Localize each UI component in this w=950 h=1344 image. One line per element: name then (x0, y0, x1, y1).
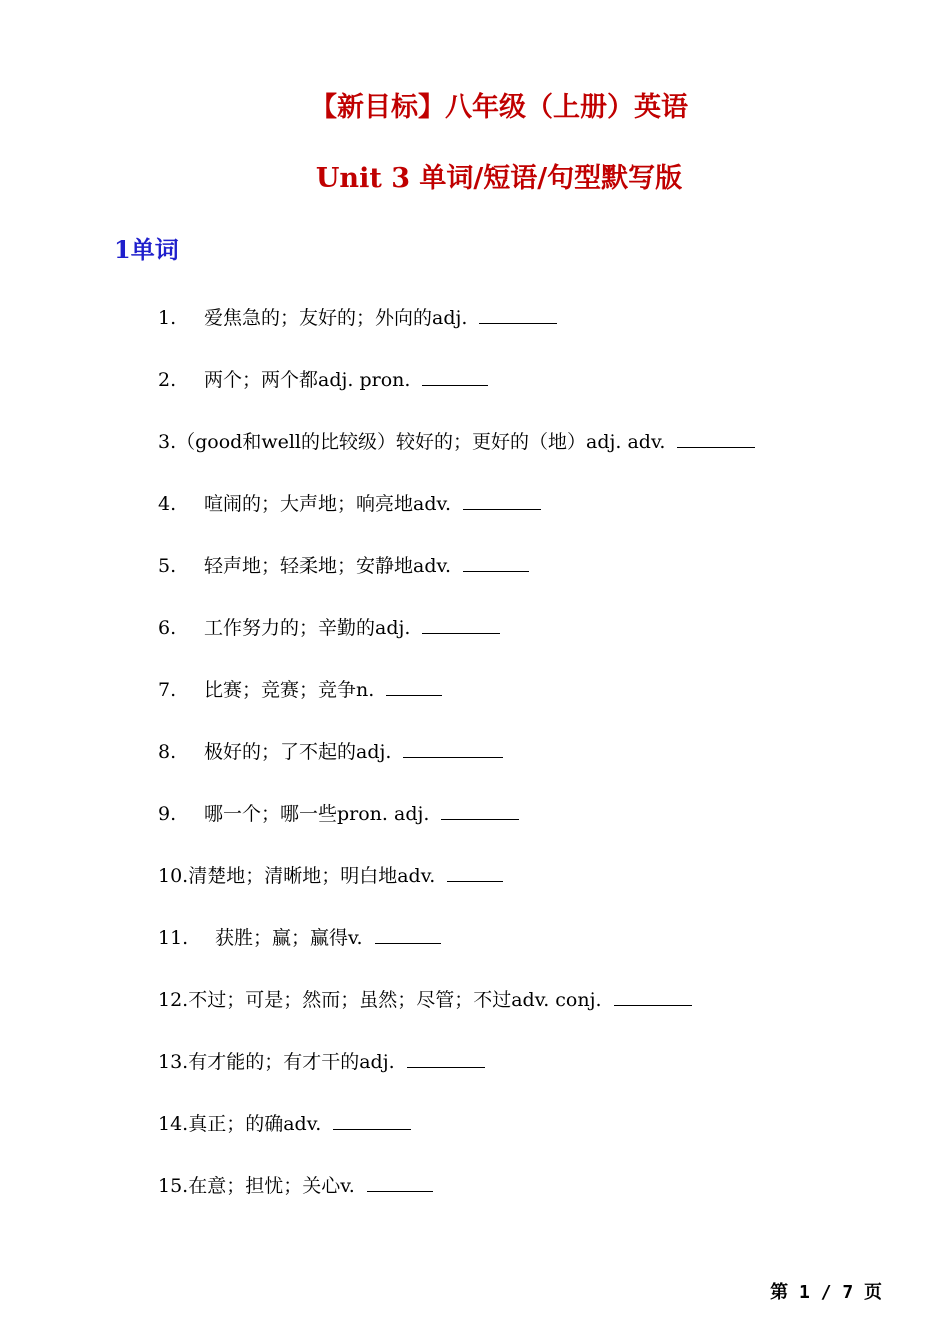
answer-blank[interactable] (447, 864, 503, 882)
item-text: 有才能的；有才干的adj. (188, 1051, 395, 1073)
item-number: 13. (158, 1051, 189, 1073)
item-text: 轻声地；轻柔地；安静地adv. (204, 555, 452, 577)
list-item (158, 740, 503, 764)
item-number: 7. (158, 679, 177, 701)
item-number: 15. (158, 1175, 189, 1197)
list-item (158, 1174, 433, 1198)
item-text: 真正；的确adv. (188, 1113, 322, 1135)
list-item (158, 1050, 485, 1074)
list-item (158, 616, 500, 640)
answer-blank[interactable] (422, 616, 500, 634)
list-item (158, 368, 488, 392)
item-number: 14. (158, 1113, 189, 1135)
item-text: 不过；可是；然而；虽然；尽管；不过adv. conj. (188, 989, 602, 1011)
list-item (158, 988, 692, 1012)
item-number: 6. (158, 617, 177, 639)
item-text: 哪一个；哪一些pron. adj. (204, 803, 430, 825)
item-text: （good和well的比较级）较好的；更好的（地）adj. adv. (176, 431, 666, 453)
item-number: 1. (158, 307, 177, 329)
answer-blank[interactable] (407, 1050, 485, 1068)
item-number: 4. (158, 493, 177, 515)
item-number: 10. (158, 865, 189, 887)
item-number: 8. (158, 741, 177, 763)
answer-blank[interactable] (614, 988, 692, 1006)
list-item (158, 430, 755, 454)
item-number: 9. (158, 803, 177, 825)
item-text: 清楚地；清晰地；明白地adv. (188, 865, 436, 887)
item-text: 极好的；了不起的adj. (204, 741, 392, 763)
item-text: 喧闹的；大声地；响亮地adv. (204, 493, 452, 515)
list-item (158, 1112, 411, 1136)
page-title: 【新目标】八年级（上册）英语 (310, 92, 688, 123)
answer-blank[interactable] (441, 802, 519, 820)
item-text: 两个；两个都adj. pron. (204, 369, 411, 391)
section-heading-words: 1单词 (114, 235, 179, 264)
item-number: 5. (158, 555, 177, 577)
answer-blank[interactable] (386, 678, 442, 696)
list-item (158, 492, 541, 516)
item-text: 比赛；竞赛；竞争n. (204, 679, 375, 701)
answer-blank[interactable] (677, 430, 755, 448)
item-text: 爱焦急的；友好的；外向的adj. (204, 307, 468, 329)
list-item (158, 802, 519, 826)
answer-blank[interactable] (479, 306, 557, 324)
answer-blank[interactable] (367, 1174, 433, 1192)
item-number: 2. (158, 369, 177, 391)
list-item (158, 306, 557, 330)
answer-blank[interactable] (463, 492, 541, 510)
answer-blank[interactable] (403, 740, 503, 758)
answer-blank[interactable] (463, 554, 529, 572)
list-item (158, 554, 529, 578)
page-subtitle: Unit 3 单词/短语/句型默写版 (315, 163, 683, 194)
answer-blank[interactable] (333, 1112, 411, 1130)
list-item (158, 864, 503, 888)
page-number: 第 1 / 7 页 (770, 1282, 882, 1303)
list-item (158, 678, 442, 702)
item-number: 12. (158, 989, 189, 1011)
answer-blank[interactable] (375, 926, 441, 944)
item-number: 11. (158, 927, 189, 949)
item-text: 工作努力的；辛勤的adj. (204, 617, 411, 639)
answer-blank[interactable] (422, 368, 488, 386)
item-number: 3. (158, 431, 177, 453)
item-text: 获胜；赢；赢得v. (215, 927, 363, 949)
item-text: 在意；担忧；关心v. (188, 1175, 355, 1197)
list-item (158, 926, 441, 950)
